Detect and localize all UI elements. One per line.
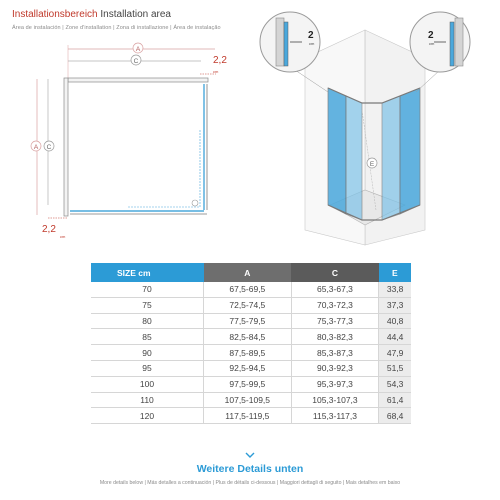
table-row: [91, 376, 411, 392]
size-table: [91, 263, 411, 424]
cell-a: 72,5-74,5: [204, 297, 292, 313]
header-size: SIZE cm: [91, 263, 204, 282]
cell-size: 75: [91, 297, 204, 313]
cell-size: 85: [91, 329, 204, 345]
cell-c: 65,3-67,3: [291, 282, 379, 297]
cell-e: 61,4: [379, 392, 411, 408]
dim-22-bottom-unit: cm: [60, 234, 66, 239]
cell-c: 85,3-87,3: [291, 345, 379, 361]
floor-plan-diagram: [0, 0, 250, 250]
glass-panel-left-1: [328, 88, 346, 214]
table-row: [91, 329, 411, 345]
detail-left-value: 2: [308, 30, 314, 41]
cell-c: 75,3-77,3: [291, 313, 379, 329]
cell-c: 80,3-82,3: [291, 329, 379, 345]
table-row: [91, 282, 411, 297]
cell-e: 51,5: [379, 360, 411, 376]
label-a-top: A: [135, 46, 141, 53]
cell-size: 110: [91, 392, 204, 408]
cell-c: 90,3-92,3: [291, 360, 379, 376]
cell-c: 105,3-107,3: [291, 392, 379, 408]
cell-c: 70,3-72,3: [291, 297, 379, 313]
table-row: [91, 392, 411, 408]
title-english: Installation area: [100, 9, 171, 20]
detail-right-unit: cm: [429, 41, 435, 46]
cell-size: 90: [91, 345, 204, 361]
cell-e: 68,4: [379, 408, 411, 424]
cell-e: 47,9: [379, 345, 411, 361]
cell-size: 80: [91, 313, 204, 329]
cell-a: 92,5-94,5: [204, 360, 292, 376]
wall-top: [68, 78, 208, 82]
cell-e: 40,8: [379, 313, 411, 329]
table-row: [91, 360, 411, 376]
shower-render: [250, 0, 500, 250]
chevron-down-icon: [244, 449, 256, 461]
cell-e: 37,3: [379, 297, 411, 313]
cell-size: 100: [91, 376, 204, 392]
cell-size: 95: [91, 360, 204, 376]
cell-a: 87,5-89,5: [204, 345, 292, 361]
header-a: A: [204, 263, 292, 282]
wall-left: [64, 78, 68, 216]
label-c-left: C: [46, 144, 52, 151]
table-row: [91, 345, 411, 361]
cell-e: 33,8: [379, 282, 411, 297]
cell-c: 115,3-117,3: [291, 408, 379, 424]
label-a-left: A: [33, 144, 39, 151]
cell-a: 107,5-109,5: [204, 392, 292, 408]
dim-22-top: 2,2: [213, 55, 227, 66]
detail-right-value: 2: [428, 30, 434, 41]
cell-c: 95,3-97,3: [291, 376, 379, 392]
cell-a: 67,5-69,5: [204, 282, 292, 297]
table-row: [91, 313, 411, 329]
cell-a: 97,5-99,5: [204, 376, 292, 392]
title-german: Installationsbereich: [12, 9, 98, 20]
cell-e: 44,4: [379, 329, 411, 345]
label-c-top: C: [133, 58, 139, 65]
header-e: E: [379, 263, 411, 282]
glass-panel-left-2: [346, 96, 362, 220]
size-table-header: [91, 263, 411, 282]
table-row: [91, 297, 411, 313]
cell-size: 70: [91, 282, 204, 297]
cell-a: 117,5-119,5: [204, 408, 292, 424]
cell-a: 82,5-84,5: [204, 329, 292, 345]
cell-a: 77,5-79,5: [204, 313, 292, 329]
dim-22-bottom: 2,2: [42, 224, 56, 235]
detail-left-unit: cm: [309, 41, 315, 46]
glass-panel-right-1: [382, 96, 400, 220]
more-details-subtitle: More details below | Más detalles a continuación | Plus de détails ci-dessous | Maggiori dettagli di seguito | Mais detalhes em baixo: [99, 480, 401, 486]
title-subtitle: Área de instalación | Zone d'installation | Zona di installazione | Área de instalação: [12, 25, 221, 31]
cell-size: 120: [91, 408, 204, 424]
glass-panel-right-2: [400, 88, 420, 214]
table-row: [91, 408, 411, 424]
more-details-heading: Weitere Details unten: [196, 463, 304, 475]
header-c: C: [291, 263, 379, 282]
dim-22-top-unit: cm: [213, 69, 219, 74]
label-e: E: [369, 161, 375, 168]
cell-e: 54,3: [379, 376, 411, 392]
